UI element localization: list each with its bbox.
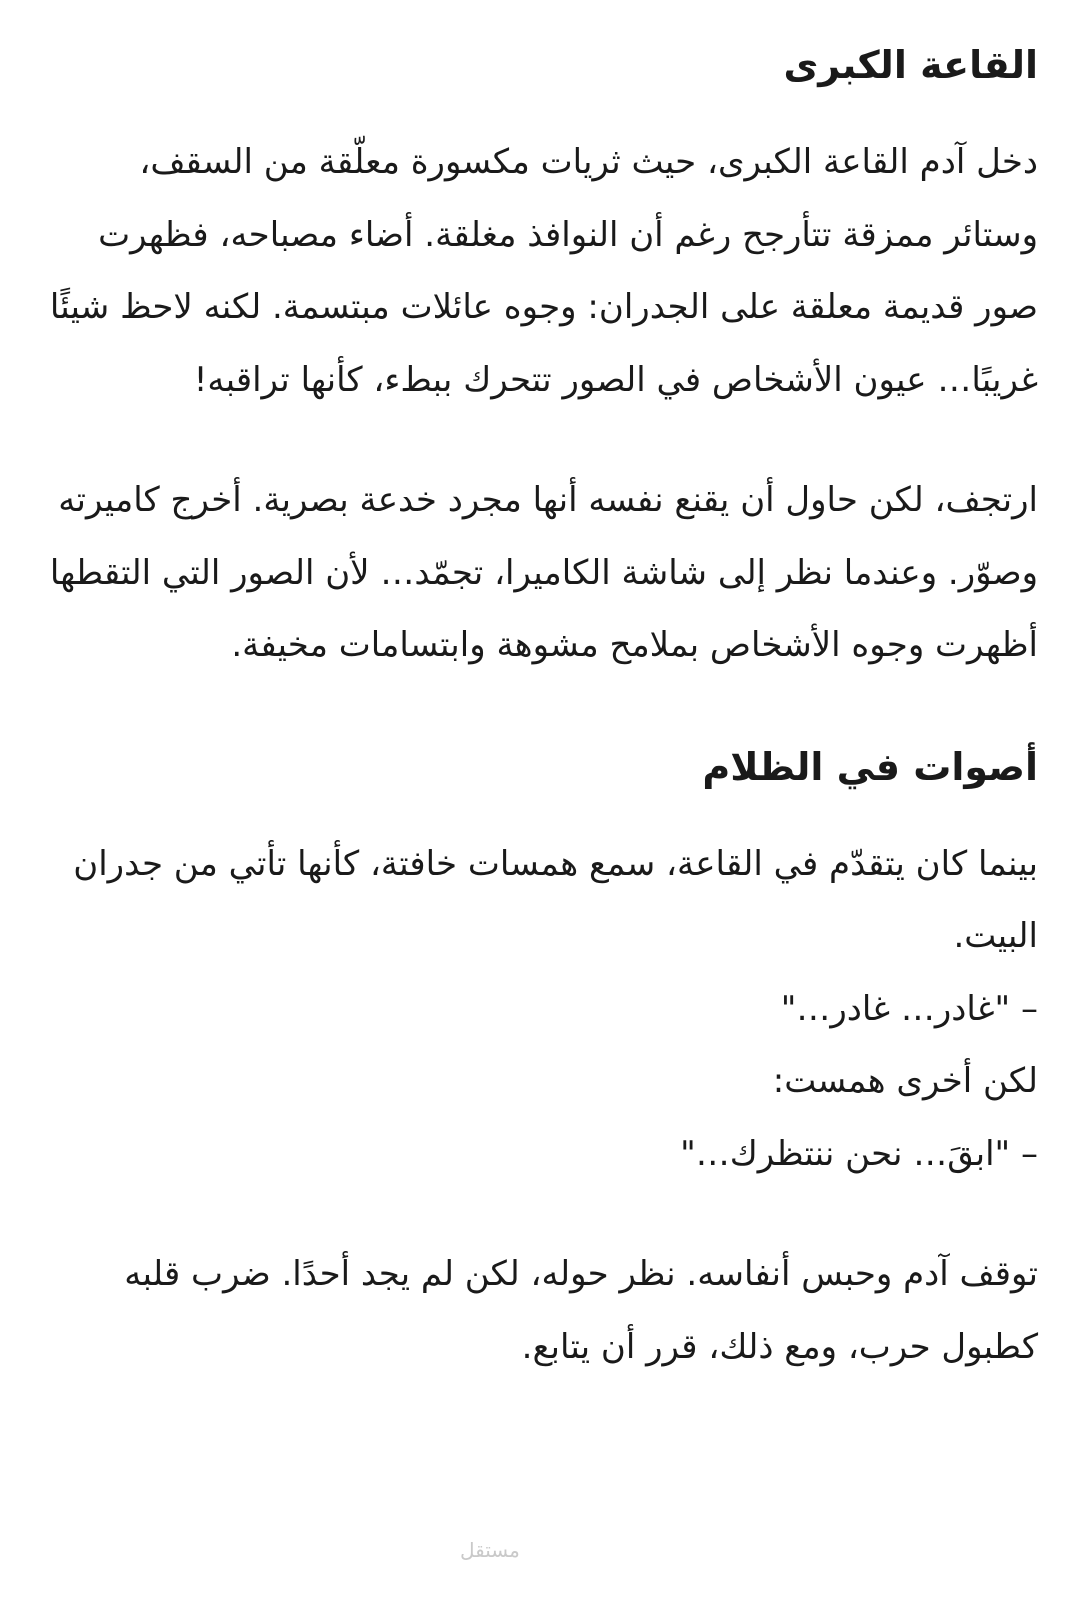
watermark-logo: مستقل <box>460 1538 520 1562</box>
dialogue-line-leave: – "غادر… غادر…" <box>780 988 1038 1029</box>
paragraph-voices-2: توقف آدم وحبس أنفاسه. نظر حوله، لكن لم يجد أحدًا. ضرب قلبه كطبول حرب، ومع ذلك، قرر أن يتابع. <box>124 1254 1038 1367</box>
spacer <box>42 416 1038 464</box>
spacer <box>42 1190 1038 1238</box>
dialogue-narration: لكن أخرى همست: <box>772 1061 1038 1101</box>
paragraph-great-hall-2: ارتجف، لكن حاول أن يقنع نفسه أنها مجرد خدعة بصرية. أخرج كاميرته وصوّر. وعندما نظر إلى شاشة الكاميرا، تجمّد… لأن الصور التي التقطها أظهرت وجوه الأشخاص بملامح مشوهة وابتسامات مخيفة. <box>49 480 1038 665</box>
paragraph-great-hall-1: دخل آدم القاعة الكبرى، حيث ثريات مكسورة معلّقة من السقف، وستائر ممزقة تتأرجح رغم أن النوافذ مغلقة. أضاء مصباحه، فظهرت صور قديمة معلقة على الجدران: وجوه عائلات مبتسمة. لكنه لاحظ شيئًا غريبًا… عيون الأشخاص في الصور تتحرك ببطء، كأنها تراقبه! <box>49 142 1038 400</box>
section-heading-great-hall: القاعة الكبرى <box>783 43 1038 87</box>
paragraph-voices-1: بينما كان يتقدّم في القاعة، سمع همسات خافتة، كأنها تأتي من جدران البيت. <box>73 843 1038 956</box>
spacer <box>42 804 1038 828</box>
spacer <box>42 102 1038 126</box>
section-heading-voices-in-dark: أصوات في الظلام <box>702 744 1038 789</box>
dialogue-line-stay: – "ابقَ… نحن ننتظرك…" <box>680 1133 1038 1174</box>
spacer <box>42 682 1038 730</box>
